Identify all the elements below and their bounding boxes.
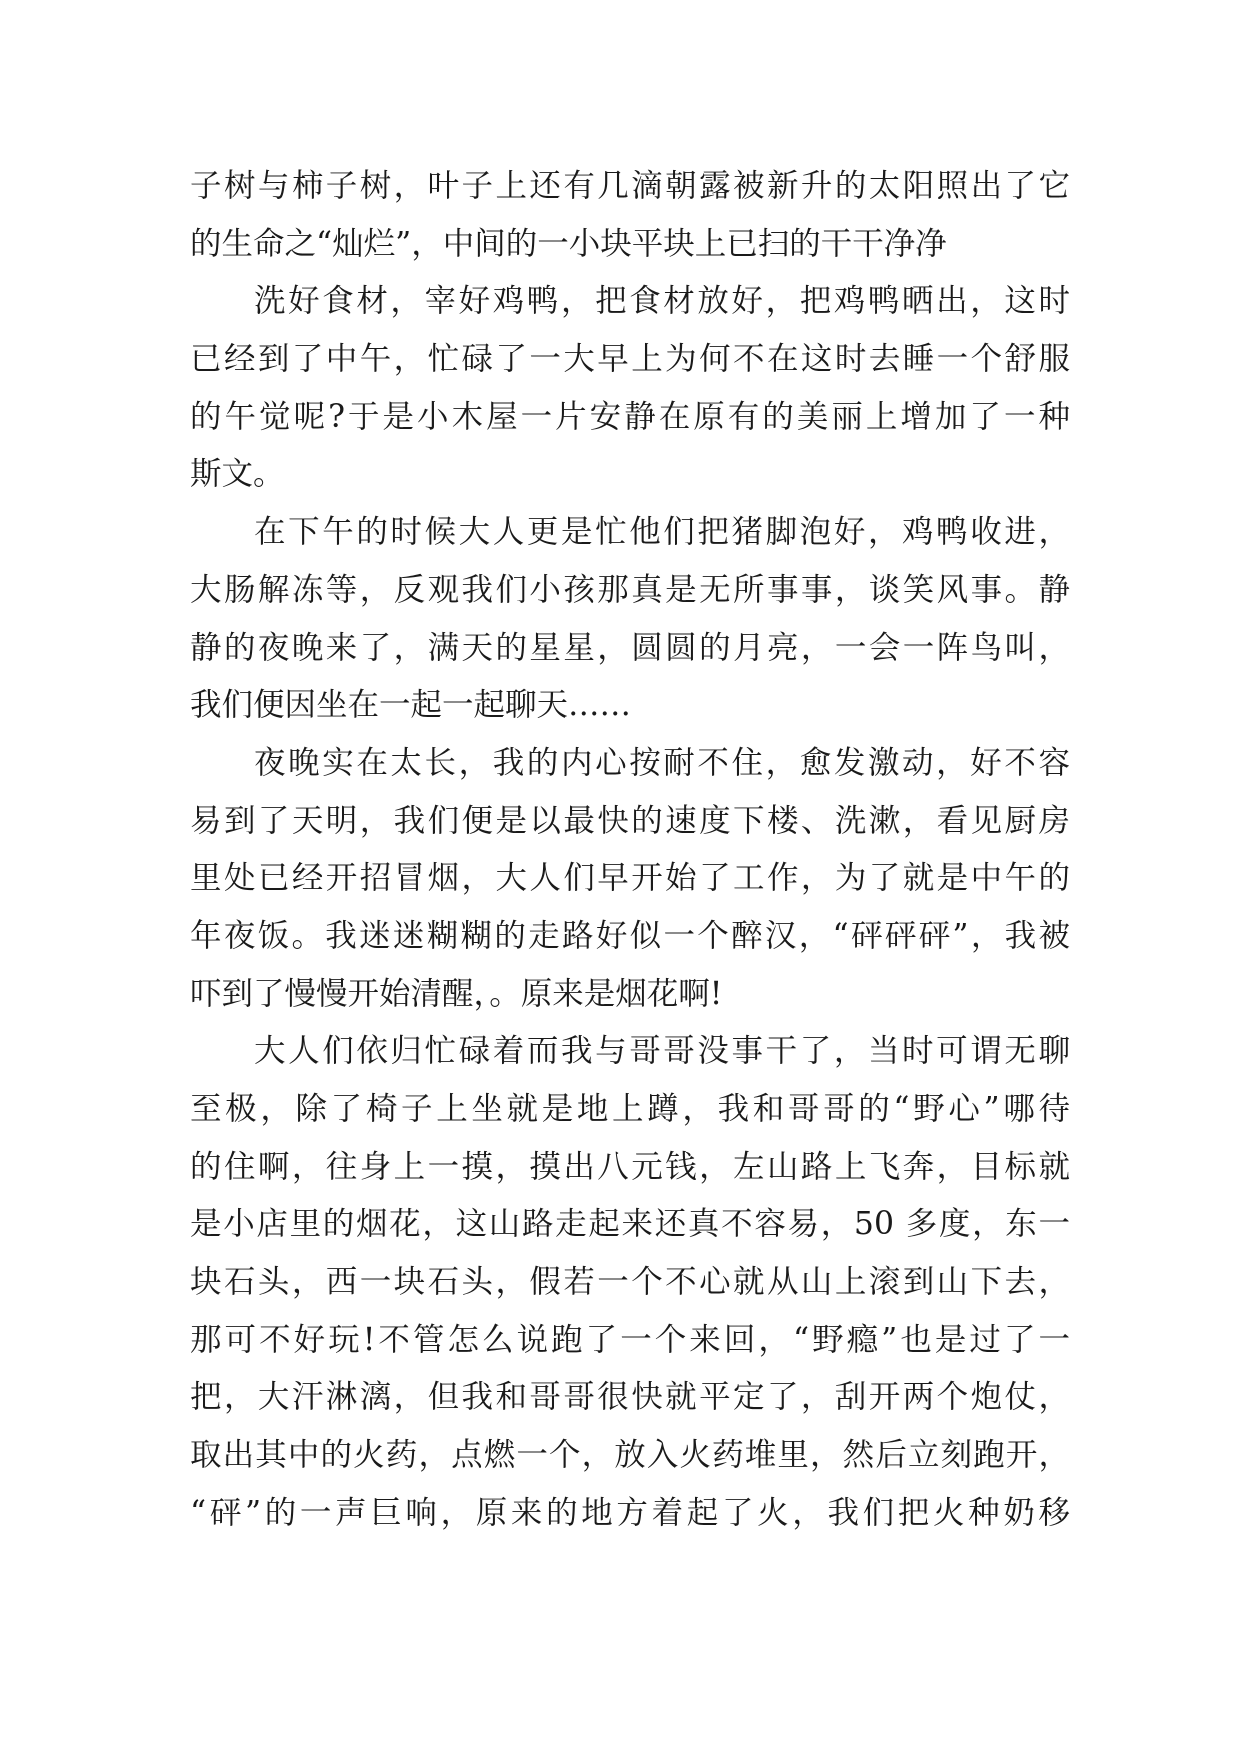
text-line: 里处已经开招冒烟，大人们早开始了工作，为了就是中午的	[190, 860, 1070, 897]
text-line: 子树与柿子树，叶子上还有几滴朝露被新升的太阳照出了它	[190, 168, 1070, 204]
text-line: 斯文。	[190, 456, 285, 493]
text-line: 夜晚实在太长，我的内心按耐不住，愈发激动，好不容	[254, 744, 1070, 781]
text-line: “砰”的一声巨响，原来的地方着起了火，我们把火种奶移	[190, 1494, 1070, 1531]
text-line: 把，大汗淋漓，但我和哥哥很快就平定了，刮开两个炮仗，	[190, 1379, 1070, 1416]
text-line: 洗好食材，宰好鸡鸭，把食材放好，把鸡鸭晒出，这时	[254, 283, 1070, 320]
text-line: 至极，除了椅子上坐就是地上蹲，我和哥哥的“野心”哪待	[190, 1091, 1070, 1127]
text-line: 我们便因坐在一起一起聊天……	[190, 687, 632, 724]
text-line: 是小店里的烟花，这山路走起来还真不容易，50 多度，东一	[190, 1206, 1070, 1243]
text-line: 年夜饭。我迷迷糊糊的走路好似一个醉汉，“砰砰砰”，我被	[190, 917, 1070, 954]
text-line: 已经到了中午，忙碌了一大早上为何不在这时去睡一个舒服	[190, 341, 1070, 378]
body-text	[190, 158, 1070, 1543]
text-line: 的午觉呢?于是小木屋一片安静在原有的美丽上增加了一种	[190, 398, 1070, 435]
text-line: 的生命之“灿烂”，中间的一小块平块上已扫的干干净净	[190, 225, 947, 262]
text-line: 取出其中的火药，点燃一个，放入火药堆里，然后立刻跑开，	[190, 1437, 1070, 1474]
text-line: 的住啊，往身上一摸，摸出八元钱，左山路上飞奔，目标就	[190, 1148, 1070, 1185]
text-line: 静的夜晚来了，满天的星星，圆圆的月亮，一会一阵鸟叫，	[190, 629, 1070, 666]
text-line: 那可不好玩!不管怎么说跑了一个来回，“野瘾”也是过了一	[190, 1321, 1070, 1358]
text-line: 在下午的时候大人更是忙他们把猪脚泡好，鸡鸭收进，	[254, 514, 1070, 551]
text-line: 块石头，西一块石头，假若一个不心就从山上滚到山下去，	[190, 1264, 1070, 1301]
text-line: 吓到了慢慢开始清醒，。原来是烟花啊!	[190, 975, 723, 1012]
text-line: 大肠解冻等，反观我们小孩那真是无所事事，谈笑风事。静	[190, 571, 1070, 608]
text-line: 大人们依归忙碌着而我与哥哥没事干了，当时可谓无聊	[254, 1033, 1070, 1070]
text-line: 易到了天明，我们便是以最快的速度下楼、洗漱，看见厨房	[190, 802, 1070, 839]
